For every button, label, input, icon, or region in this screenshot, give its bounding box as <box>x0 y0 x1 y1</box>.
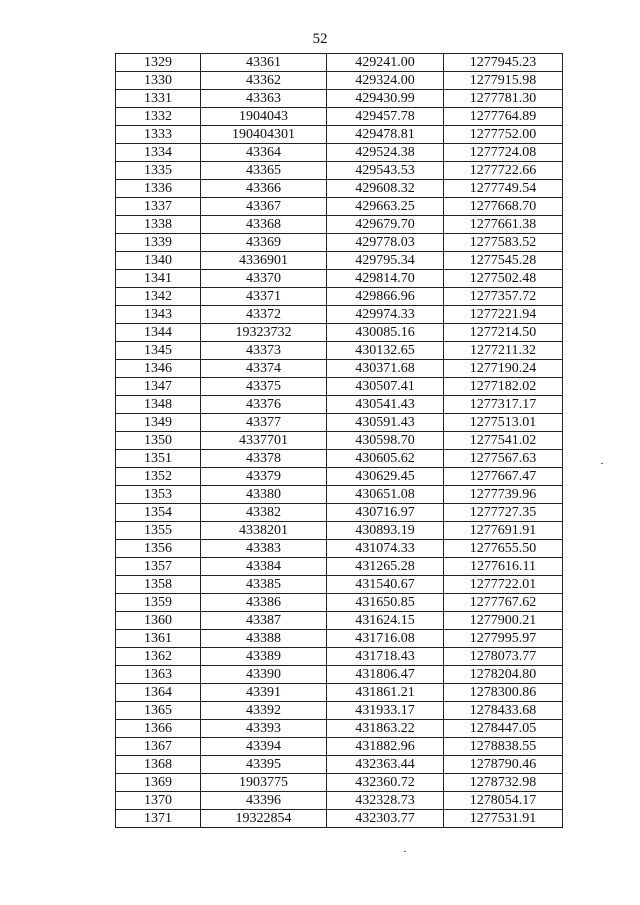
y-coordinate-cell: 1277616.11 <box>444 558 563 576</box>
point-id-cell: 19322854 <box>201 810 327 828</box>
x-coordinate-cell: 430716.97 <box>327 504 444 522</box>
point-id-cell: 43372 <box>201 306 327 324</box>
x-coordinate-cell: 429324.00 <box>327 72 444 90</box>
point-number-cell: 1353 <box>116 486 201 504</box>
point-id-cell: 1903775 <box>201 774 327 792</box>
table-row <box>116 810 563 828</box>
table-row <box>116 630 563 648</box>
point-number-cell: 1334 <box>116 144 201 162</box>
coordinates-table <box>115 53 563 828</box>
y-coordinate-cell: 1277764.89 <box>444 108 563 126</box>
point-number-cell: 1337 <box>116 198 201 216</box>
point-id-cell: 43379 <box>201 468 327 486</box>
point-id-cell: 4337701 <box>201 432 327 450</box>
table-row <box>116 378 563 396</box>
y-coordinate-cell: 1277668.70 <box>444 198 563 216</box>
x-coordinate-cell: 429974.33 <box>327 306 444 324</box>
point-number-cell: 1367 <box>116 738 201 756</box>
x-coordinate-cell: 430651.08 <box>327 486 444 504</box>
x-coordinate-cell: 431882.96 <box>327 738 444 756</box>
y-coordinate-cell: 1278300.86 <box>444 684 563 702</box>
x-coordinate-cell: 429795.34 <box>327 252 444 270</box>
point-number-cell: 1343 <box>116 306 201 324</box>
x-coordinate-cell: 431718.43 <box>327 648 444 666</box>
y-coordinate-cell: 1277190.24 <box>444 360 563 378</box>
point-number-cell: 1329 <box>116 54 201 72</box>
x-coordinate-cell: 431863.22 <box>327 720 444 738</box>
point-number-cell: 1331 <box>116 90 201 108</box>
x-coordinate-cell: 429524.38 <box>327 144 444 162</box>
coordinates-table-wrapper <box>115 53 563 828</box>
point-number-cell: 1346 <box>116 360 201 378</box>
x-coordinate-cell: 429663.25 <box>327 198 444 216</box>
table-row <box>116 252 563 270</box>
y-coordinate-cell: 1277214.50 <box>444 324 563 342</box>
y-coordinate-cell: 1277661.38 <box>444 216 563 234</box>
x-coordinate-cell: 429241.00 <box>327 54 444 72</box>
point-id-cell: 43384 <box>201 558 327 576</box>
table-row <box>116 594 563 612</box>
table-row <box>116 324 563 342</box>
y-coordinate-cell: 1277722.01 <box>444 576 563 594</box>
y-coordinate-cell: 1277567.63 <box>444 450 563 468</box>
point-number-cell: 1352 <box>116 468 201 486</box>
y-coordinate-cell: 1277724.08 <box>444 144 563 162</box>
y-coordinate-cell: 1278433.68 <box>444 702 563 720</box>
x-coordinate-cell: 430507.41 <box>327 378 444 396</box>
y-coordinate-cell: 1277317.17 <box>444 396 563 414</box>
x-coordinate-cell: 429814.70 <box>327 270 444 288</box>
table-row <box>116 504 563 522</box>
table-row <box>116 450 563 468</box>
x-coordinate-cell: 431806.47 <box>327 666 444 684</box>
point-number-cell: 1339 <box>116 234 201 252</box>
point-id-cell: 43391 <box>201 684 327 702</box>
table-row <box>116 108 563 126</box>
table-row <box>116 90 563 108</box>
point-number-cell: 1360 <box>116 612 201 630</box>
point-number-cell: 1332 <box>116 108 201 126</box>
x-coordinate-cell: 429679.70 <box>327 216 444 234</box>
y-coordinate-cell: 1277727.35 <box>444 504 563 522</box>
x-coordinate-cell: 430085.16 <box>327 324 444 342</box>
point-number-cell: 1336 <box>116 180 201 198</box>
x-coordinate-cell: 430605.62 <box>327 450 444 468</box>
y-coordinate-cell: 1277221.94 <box>444 306 563 324</box>
table-row <box>116 738 563 756</box>
coordinates-table-body <box>116 54 563 828</box>
point-number-cell: 1349 <box>116 414 201 432</box>
point-number-cell: 1366 <box>116 720 201 738</box>
point-id-cell: 43380 <box>201 486 327 504</box>
table-row <box>116 270 563 288</box>
table-row <box>116 792 563 810</box>
table-row <box>116 702 563 720</box>
point-number-cell: 1363 <box>116 666 201 684</box>
x-coordinate-cell: 430541.43 <box>327 396 444 414</box>
point-number-cell: 1341 <box>116 270 201 288</box>
y-coordinate-cell: 1278838.55 <box>444 738 563 756</box>
point-number-cell: 1354 <box>116 504 201 522</box>
table-row <box>116 666 563 684</box>
point-id-cell: 43371 <box>201 288 327 306</box>
table-row <box>116 414 563 432</box>
table-row <box>116 558 563 576</box>
x-coordinate-cell: 431074.33 <box>327 540 444 558</box>
y-coordinate-cell: 1277915.98 <box>444 72 563 90</box>
x-coordinate-cell: 430591.43 <box>327 414 444 432</box>
point-id-cell: 43378 <box>201 450 327 468</box>
point-id-cell: 43367 <box>201 198 327 216</box>
point-number-cell: 1371 <box>116 810 201 828</box>
table-row <box>116 648 563 666</box>
table-row <box>116 756 563 774</box>
point-id-cell: 43377 <box>201 414 327 432</box>
table-row <box>116 180 563 198</box>
point-number-cell: 1364 <box>116 684 201 702</box>
y-coordinate-cell: 1277182.02 <box>444 378 563 396</box>
table-row <box>116 162 563 180</box>
point-id-cell: 190404301 <box>201 126 327 144</box>
point-number-cell: 1357 <box>116 558 201 576</box>
x-coordinate-cell: 432363.44 <box>327 756 444 774</box>
x-coordinate-cell: 429457.78 <box>327 108 444 126</box>
table-row <box>116 522 563 540</box>
point-id-cell: 43385 <box>201 576 327 594</box>
x-coordinate-cell: 432360.72 <box>327 774 444 792</box>
point-number-cell: 1347 <box>116 378 201 396</box>
y-coordinate-cell: 1278732.98 <box>444 774 563 792</box>
y-coordinate-cell: 1277545.28 <box>444 252 563 270</box>
table-row <box>116 396 563 414</box>
y-coordinate-cell: 1277722.66 <box>444 162 563 180</box>
point-number-cell: 1333 <box>116 126 201 144</box>
y-coordinate-cell: 1277767.62 <box>444 594 563 612</box>
point-id-cell: 43365 <box>201 162 327 180</box>
point-number-cell: 1369 <box>116 774 201 792</box>
point-number-cell: 1345 <box>116 342 201 360</box>
point-number-cell: 1350 <box>116 432 201 450</box>
y-coordinate-cell: 1277655.50 <box>444 540 563 558</box>
table-row <box>116 774 563 792</box>
point-id-cell: 43366 <box>201 180 327 198</box>
y-coordinate-cell: 1278073.77 <box>444 648 563 666</box>
table-row <box>116 468 563 486</box>
x-coordinate-cell: 431716.08 <box>327 630 444 648</box>
y-coordinate-cell: 1277691.91 <box>444 522 563 540</box>
point-number-cell: 1340 <box>116 252 201 270</box>
x-coordinate-cell: 432303.77 <box>327 810 444 828</box>
x-coordinate-cell: 429778.03 <box>327 234 444 252</box>
point-id-cell: 4338201 <box>201 522 327 540</box>
point-number-cell: 1338 <box>116 216 201 234</box>
x-coordinate-cell: 431861.21 <box>327 684 444 702</box>
y-coordinate-cell: 1277752.00 <box>444 126 563 144</box>
point-id-cell: 43368 <box>201 216 327 234</box>
y-coordinate-cell: 1277945.23 <box>444 54 563 72</box>
x-coordinate-cell: 430893.19 <box>327 522 444 540</box>
point-number-cell: 1342 <box>116 288 201 306</box>
table-row <box>116 234 563 252</box>
point-id-cell: 43382 <box>201 504 327 522</box>
y-coordinate-cell: 1278054.17 <box>444 792 563 810</box>
point-number-cell: 1361 <box>116 630 201 648</box>
x-coordinate-cell: 430598.70 <box>327 432 444 450</box>
point-number-cell: 1368 <box>116 756 201 774</box>
x-coordinate-cell: 431540.67 <box>327 576 444 594</box>
point-id-cell: 43386 <box>201 594 327 612</box>
point-id-cell: 43387 <box>201 612 327 630</box>
table-row <box>116 216 563 234</box>
table-row <box>116 342 563 360</box>
table-row <box>116 306 563 324</box>
point-number-cell: 1348 <box>116 396 201 414</box>
point-id-cell: 43388 <box>201 630 327 648</box>
y-coordinate-cell: 1277513.01 <box>444 414 563 432</box>
point-number-cell: 1344 <box>116 324 201 342</box>
y-coordinate-cell: 1277749.54 <box>444 180 563 198</box>
point-id-cell: 43396 <box>201 792 327 810</box>
point-id-cell: 43361 <box>201 54 327 72</box>
table-row <box>116 540 563 558</box>
table-row <box>116 72 563 90</box>
table-row <box>116 126 563 144</box>
point-id-cell: 43370 <box>201 270 327 288</box>
table-row <box>116 54 563 72</box>
y-coordinate-cell: 1277541.02 <box>444 432 563 450</box>
y-coordinate-cell: 1277502.48 <box>444 270 563 288</box>
x-coordinate-cell: 431650.85 <box>327 594 444 612</box>
table-row <box>116 612 563 630</box>
point-number-cell: 1356 <box>116 540 201 558</box>
table-row <box>116 144 563 162</box>
x-coordinate-cell: 429478.81 <box>327 126 444 144</box>
point-id-cell: 43363 <box>201 90 327 108</box>
point-id-cell: 43376 <box>201 396 327 414</box>
table-row <box>116 288 563 306</box>
y-coordinate-cell: 1277583.52 <box>444 234 563 252</box>
point-id-cell: 43369 <box>201 234 327 252</box>
point-id-cell: 43364 <box>201 144 327 162</box>
point-id-cell: 43392 <box>201 702 327 720</box>
table-row <box>116 720 563 738</box>
table-row <box>116 432 563 450</box>
point-number-cell: 1359 <box>116 594 201 612</box>
x-coordinate-cell: 429543.53 <box>327 162 444 180</box>
point-id-cell: 43389 <box>201 648 327 666</box>
table-row <box>116 576 563 594</box>
y-coordinate-cell: 1277995.97 <box>444 630 563 648</box>
x-coordinate-cell: 431933.17 <box>327 702 444 720</box>
point-id-cell: 43373 <box>201 342 327 360</box>
x-coordinate-cell: 430629.45 <box>327 468 444 486</box>
y-coordinate-cell: 1277357.72 <box>444 288 563 306</box>
y-coordinate-cell: 1277900.21 <box>444 612 563 630</box>
y-coordinate-cell: 1277531.91 <box>444 810 563 828</box>
table-row <box>116 360 563 378</box>
point-number-cell: 1330 <box>116 72 201 90</box>
point-id-cell: 1904043 <box>201 108 327 126</box>
y-coordinate-cell: 1278204.80 <box>444 666 563 684</box>
table-row <box>116 198 563 216</box>
point-id-cell: 43393 <box>201 720 327 738</box>
x-coordinate-cell: 430371.68 <box>327 360 444 378</box>
point-id-cell: 43395 <box>201 756 327 774</box>
point-number-cell: 1365 <box>116 702 201 720</box>
scan-speck <box>601 463 603 464</box>
point-id-cell: 4336901 <box>201 252 327 270</box>
page-number: 52 <box>312 31 328 47</box>
y-coordinate-cell: 1278447.05 <box>444 720 563 738</box>
y-coordinate-cell: 1277667.47 <box>444 468 563 486</box>
scan-speck <box>404 851 406 852</box>
x-coordinate-cell: 432328.73 <box>327 792 444 810</box>
point-id-cell: 43394 <box>201 738 327 756</box>
point-number-cell: 1370 <box>116 792 201 810</box>
point-number-cell: 1358 <box>116 576 201 594</box>
y-coordinate-cell: 1277781.30 <box>444 90 563 108</box>
point-id-cell: 43374 <box>201 360 327 378</box>
x-coordinate-cell: 431624.15 <box>327 612 444 630</box>
point-id-cell: 43390 <box>201 666 327 684</box>
point-id-cell: 43362 <box>201 72 327 90</box>
table-row <box>116 684 563 702</box>
point-number-cell: 1335 <box>116 162 201 180</box>
point-number-cell: 1362 <box>116 648 201 666</box>
y-coordinate-cell: 1277211.32 <box>444 342 563 360</box>
y-coordinate-cell: 1277739.96 <box>444 486 563 504</box>
point-id-cell: 19323732 <box>201 324 327 342</box>
point-id-cell: 43375 <box>201 378 327 396</box>
x-coordinate-cell: 430132.65 <box>327 342 444 360</box>
point-id-cell: 43383 <box>201 540 327 558</box>
table-row <box>116 486 563 504</box>
y-coordinate-cell: 1278790.46 <box>444 756 563 774</box>
x-coordinate-cell: 429430.99 <box>327 90 444 108</box>
x-coordinate-cell: 429866.96 <box>327 288 444 306</box>
point-number-cell: 1355 <box>116 522 201 540</box>
x-coordinate-cell: 429608.32 <box>327 180 444 198</box>
x-coordinate-cell: 431265.28 <box>327 558 444 576</box>
point-number-cell: 1351 <box>116 450 201 468</box>
